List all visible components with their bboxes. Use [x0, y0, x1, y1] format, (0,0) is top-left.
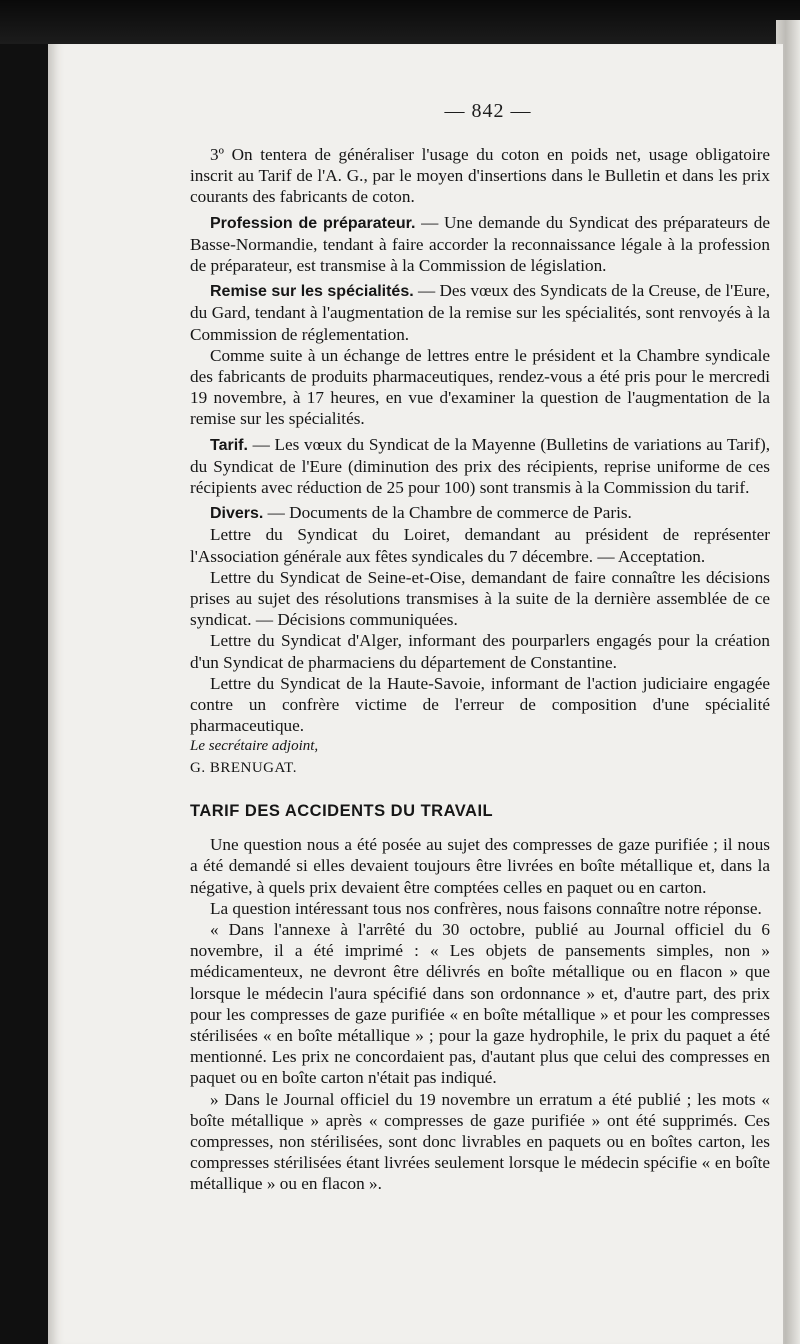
- paragraph-divers: [190, 502, 770, 524]
- paragraph-seine-oise: Lettre du Syndicat de Seine-et-Oise, demandant de faire connaître les décisions prises au sujet des résolutions transmises à la suite de la dernière assemblée de ce syndicat. — Décisions communiquées.: [190, 567, 770, 630]
- scan-top-edge: [0, 0, 800, 44]
- paragraph-annexe: « Dans l'annexe à l'arrêté du 30 octobre, publié au Journal officiel du 6 novembre, il a été imprimé : « Les objets de pansements simples, non » médicamenteux, ne devront être délivrés en boîte métallique ou en flacon » que lorsque le médecin l'aura spécifié dans son ordonnance » et, d'autre part, des prix pour les compresses de gaze purifiée « en boîte métallique » et pour les compresses stérilisées « en boîte métallique » ; pour la gaze hydrophile, le prix du paquet a été mentionné. Les prix ne concordaient pas, d'autant plus que celui des compresses en paquet ou en boîte carton n'était pas indiqué.: [190, 919, 770, 1088]
- paragraph-question: Une question nous a été posée au sujet des compresses de gaze purifiée ; il nous a été demandé si elles devaient toujours être livrées en boîte métallique et, dans la négative, à quels prix devaient être comptées celles en paquet ou en carton.: [190, 835, 770, 897]
- page-content: [190, 144, 770, 1195]
- section-title: TARIF DES ACCIDENTS DU TRAVAIL: [190, 801, 494, 820]
- heading-divers: Divers.: [210, 505, 264, 523]
- signature-title: Le secrétaire adjoint,: [190, 738, 319, 755]
- paragraph-interessant: La question intéressant tous nos confrères, nous faisons connaître notre réponse.: [210, 898, 762, 918]
- paragraph-alger: Lettre du Syndicat d'Alger, informant des pourparlers engagés pour la création d'un Syndicat de pharmaciens du département de Constantine.: [190, 631, 770, 672]
- page-number: — 842 —: [444, 100, 532, 122]
- paragraph-echange: Comme suite à un échange de lettres entre le président et la Chambre syndicale des fabricants de produits pharmaceutiques, rendez-vous a été pris pour le mercredi 19 novembre, à 17 heures, en vue d'examiner la question de l'augmentation de la remise sur les spécialités.: [190, 345, 770, 429]
- heading-remise: Remise sur les spécialités.: [210, 283, 414, 301]
- paragraph-loiret: Lettre du Syndicat du Loiret, demandant au président de représenter l'Association générale aux fêtes syndicales du 7 décembre. — Acceptation.: [190, 525, 770, 566]
- heading-tarif: Tarif.: [210, 436, 248, 454]
- text-remise: — Des vœux des Syndicats de la Creuse, de l'Eure, du Gard, tendant à l'augmentation de la remise sur les spécialités, sont renvoyés à la Commission de réglementation.: [190, 281, 770, 344]
- text-divers: — Documents de la Chambre de commerce de Paris.: [263, 503, 632, 523]
- document-page: [48, 44, 783, 1344]
- signature-name: G. BRENUGAT.: [190, 759, 297, 776]
- paragraph-erratum: » Dans le Journal officiel du 19 novembre un erratum a été publié ; les mots « boîte métallique » après « compresses de gaze purifiée » ont été supprimés. Ces compresses, non stérilisées, sont donc livrables en paquets ou en boîtes carton, les compresses stérilisées étant livrées seulement lorsque le médecin spécifie « en boîte métallique » ou en flacon ».: [190, 1089, 770, 1194]
- paragraph-tarif: [190, 434, 770, 499]
- paragraph-haute-savoie: Lettre du Syndicat de la Haute-Savoie, informant de l'action judiciaire engagée contre un confrère victime de l'erreur de composition d'une spécialité pharmaceutique.: [190, 673, 770, 736]
- text-preparateur: — Une demande du Syndicat des préparateurs de Basse-Normandie, tendant à faire accorder la reconnaissance légale à la profession de préparateur, est transmise à la Commission de législation.: [190, 212, 771, 276]
- paragraph-coton: 3º On tentera de généraliser l'usage du coton en poids net, usage obligatoire inscrit au Tarif de l'A. G., par le moyen d'insertions dans le Bulletin et dans les prix courants des fabricants de coton.: [190, 145, 770, 207]
- paragraph-remise: [190, 280, 770, 345]
- heading-preparateur: Profession de préparateur.: [210, 214, 416, 232]
- text-tarif: — Les vœux du Syndicat de la Mayenne (Bulletins de variations au Tarif), du Syndicat de l'Eure (diminution des prix des récipients, reprise uniforme de ces récipients avec réduction de 25 pour 100) sont transmis à la Commission du tarif.: [190, 434, 770, 498]
- paragraph-preparateur: [190, 212, 770, 277]
